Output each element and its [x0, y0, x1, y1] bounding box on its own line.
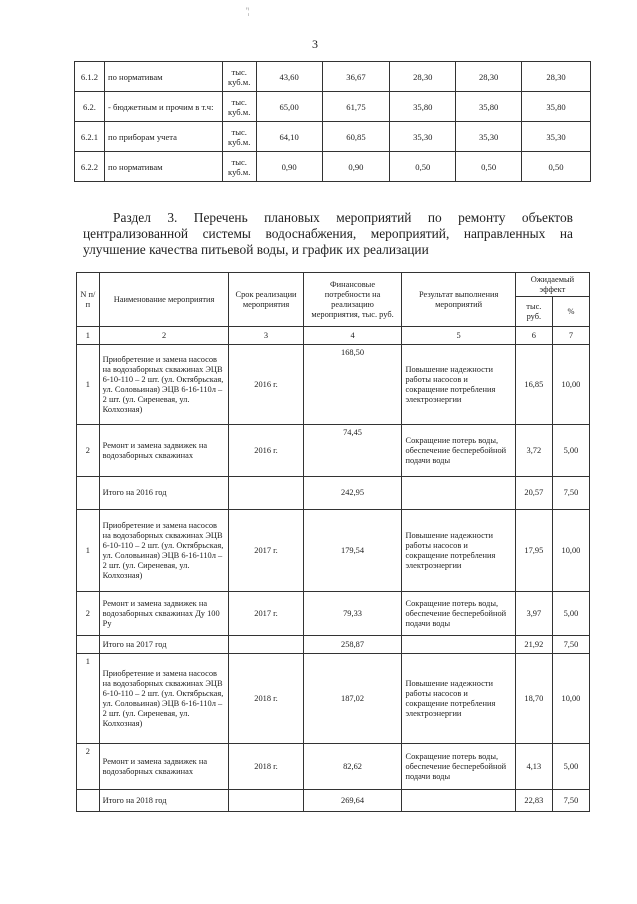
row-value: 35,80	[456, 92, 522, 122]
total-label: Итого на 2017 год	[99, 636, 229, 654]
page-number: 3	[312, 37, 318, 51]
row-finance: 179,54	[303, 510, 402, 592]
row-value: 35,30	[390, 122, 456, 152]
row-number: 6.2.2	[75, 152, 105, 182]
total-effect-rub: 21,92	[515, 636, 552, 654]
header-effect: Ожидаемый эффект	[515, 273, 589, 297]
row-value: 61,75	[322, 92, 390, 122]
row-value: 28,30	[522, 62, 591, 92]
row-effect-rub: 17,95	[515, 510, 552, 592]
column-number: 4	[303, 327, 402, 345]
header-num: N п/п	[77, 273, 100, 327]
header-term: Срок реализации мероприятия	[229, 273, 303, 327]
column-number: 5	[402, 327, 515, 345]
total-finance: 258,87	[303, 636, 402, 654]
total-row	[77, 477, 590, 510]
section-title	[83, 210, 573, 258]
total-finance: 269,64	[303, 790, 402, 812]
row-number: 2	[77, 425, 100, 477]
total-finance: 242,95	[303, 477, 402, 510]
measures-table	[76, 272, 590, 812]
row-finance: 74,45	[303, 425, 402, 477]
row-number: 1	[77, 345, 100, 425]
total-effect-rub: 20,57	[515, 477, 552, 510]
row-effect-pct: 10,00	[552, 654, 589, 744]
row-value: 35,80	[390, 92, 456, 122]
row-name: Приобретение и замена насосов на водозаборных скважинах ЭЦВ 6-10-110 – 2 шт. (ул. Октябрьская, ул. Соловьиная) ЭЦВ 6-16-110л – 2 шт. (ул. Сиреневая, ул. Колхозная)	[99, 654, 229, 744]
row-effect-rub: 3,97	[515, 592, 552, 636]
row-name: Приобретение и замена насосов на водозаборных скважинах ЭЦВ 6-10-110 – 2 шт. (ул. Октябрьская, ул. Соловьиная) ЭЦВ 6-16-110л – 2 шт. (ул. Сиреневая, ул. Колхозная)	[99, 345, 229, 425]
row-number: 2	[77, 744, 100, 790]
row-finance: 187,02	[303, 654, 402, 744]
row-value: 35,80	[522, 92, 591, 122]
header-finance: Финансовые потребности на реализацию мероприятия, тыс. руб.	[303, 273, 402, 327]
row-value: 0,90	[322, 152, 390, 182]
row-number: 1	[77, 654, 100, 744]
row-name: Ремонт и замена задвижек на водозаборных скважинах	[99, 744, 229, 790]
row-result: Повышение надежности работы насосов и сокращение потребления электроэнергии	[402, 654, 515, 744]
section-title-line: централизованной системы водоснабжения, мероприятий, направленных на	[83, 226, 573, 241]
table-row	[75, 152, 591, 182]
row-name: Ремонт и замена задвижек на водозаборных скважинах Ду 100 Ру	[99, 592, 229, 636]
column-number: 1	[77, 327, 100, 345]
total-effect-rub: 22,83	[515, 790, 552, 812]
row-value: 65,00	[256, 92, 322, 122]
row-number: 1	[77, 510, 100, 592]
row-number: 6.2.1	[75, 122, 105, 152]
row-value: 36,67	[322, 62, 390, 92]
row-value: 0,50	[522, 152, 591, 182]
column-number: 3	[229, 327, 303, 345]
row-name: по нормативам	[104, 62, 222, 92]
total-row	[77, 636, 590, 654]
row-effect-pct: 5,00	[552, 425, 589, 477]
row-result: Повышение надежности работы насосов и сокращение потребления электроэнергии	[402, 510, 515, 592]
row-effect-pct: 5,00	[552, 744, 589, 790]
row-value: 0,90	[256, 152, 322, 182]
header-result: Результат выполнения мероприятий	[402, 273, 515, 327]
row-term: 2016 г.	[229, 425, 303, 477]
row-unit: тыс. куб.м.	[222, 152, 256, 182]
row-result: Сокращение потерь воды, обеспечение бесперебойной подачи воды	[402, 744, 515, 790]
row-effect-rub: 16,85	[515, 345, 552, 425]
table-row	[77, 425, 590, 477]
row-term: 2017 г.	[229, 592, 303, 636]
section-title-line: улучшение качества питьевой воды, и график их реализации	[83, 242, 429, 257]
row-effect-rub: 18,70	[515, 654, 552, 744]
row-finance: 168,50	[303, 345, 402, 425]
total-label: Итого на 2016 год	[99, 477, 229, 510]
row-value: 60,85	[322, 122, 390, 152]
row-unit: тыс. куб.м.	[222, 62, 256, 92]
total-label: Итого на 2018 год	[99, 790, 229, 812]
row-value: 0,50	[456, 152, 522, 182]
row-value: 28,30	[390, 62, 456, 92]
total-effect-pct: 7,50	[552, 477, 589, 510]
row-value: 35,30	[522, 122, 591, 152]
table-row	[77, 345, 590, 425]
row-name: - бюджетным и прочим в т.ч:	[104, 92, 222, 122]
header-row	[77, 273, 590, 297]
row-unit: тыс. куб.м.	[222, 92, 256, 122]
row-value: 43,60	[256, 62, 322, 92]
row-number: 6.2.	[75, 92, 105, 122]
row-term: 2018 г.	[229, 744, 303, 790]
row-effect-rub: 4,13	[515, 744, 552, 790]
row-term: 2016 г.	[229, 345, 303, 425]
row-term: 2018 г.	[229, 654, 303, 744]
table-row	[77, 744, 590, 790]
row-effect-pct: 10,00	[552, 345, 589, 425]
row-effect-pct: 5,00	[552, 592, 589, 636]
row-value: 64,10	[256, 122, 322, 152]
row-result: Повышение надежности работы насосов и сокращение потребления электроэнергии	[402, 345, 515, 425]
column-number: 2	[99, 327, 229, 345]
column-number: 7	[552, 327, 589, 345]
total-effect-pct: 7,50	[552, 790, 589, 812]
row-name: Ремонт и замена задвижек на водозаборных скважинах	[99, 425, 229, 477]
section-title-line: Раздел 3. Перечень плановых мероприятий по ремонту объектов	[113, 210, 573, 225]
header-effect-pct: %	[552, 297, 589, 327]
row-number: 2	[77, 592, 100, 636]
table-row	[77, 592, 590, 636]
table-row	[77, 510, 590, 592]
table-row	[75, 122, 591, 152]
total-row	[77, 790, 590, 812]
row-result: Сокращение потерь воды, обеспечение бесперебойной подачи воды	[402, 592, 515, 636]
column-number: 6	[515, 327, 552, 345]
row-effect-rub: 3,72	[515, 425, 552, 477]
row-value: 35,30	[456, 122, 522, 152]
row-effect-pct: 10,00	[552, 510, 589, 592]
table-row	[77, 654, 590, 744]
consumption-table	[74, 61, 591, 182]
row-number: 6.1.2	[75, 62, 105, 92]
row-finance: 82,62	[303, 744, 402, 790]
row-result: Сокращение потерь воды, обеспечение бесперебойной подачи воды	[402, 425, 515, 477]
row-value: 28,30	[456, 62, 522, 92]
table-row	[75, 92, 591, 122]
row-name: по приборам учета	[104, 122, 222, 152]
scan-mark: '¦	[246, 6, 250, 16]
row-term: 2017 г.	[229, 510, 303, 592]
row-name: Приобретение и замена насосов на водозаборных скважинах ЭЦВ 6-10-110 – 2 шт. (ул. Октябрьская, ул. Соловьиная) ЭЦВ 6-16-110л – 2 шт. (ул. Сиреневая, ул. Колхозная)	[99, 510, 229, 592]
row-value: 0,50	[390, 152, 456, 182]
header-effect-rub: тыс. руб.	[515, 297, 552, 327]
row-name: по нормативам	[104, 152, 222, 182]
table-row	[75, 62, 591, 92]
header-name: Наименование мероприятия	[99, 273, 229, 327]
row-unit: тыс. куб.м.	[222, 122, 256, 152]
total-effect-pct: 7,50	[552, 636, 589, 654]
row-finance: 79,33	[303, 592, 402, 636]
column-numbers-row	[77, 327, 590, 345]
